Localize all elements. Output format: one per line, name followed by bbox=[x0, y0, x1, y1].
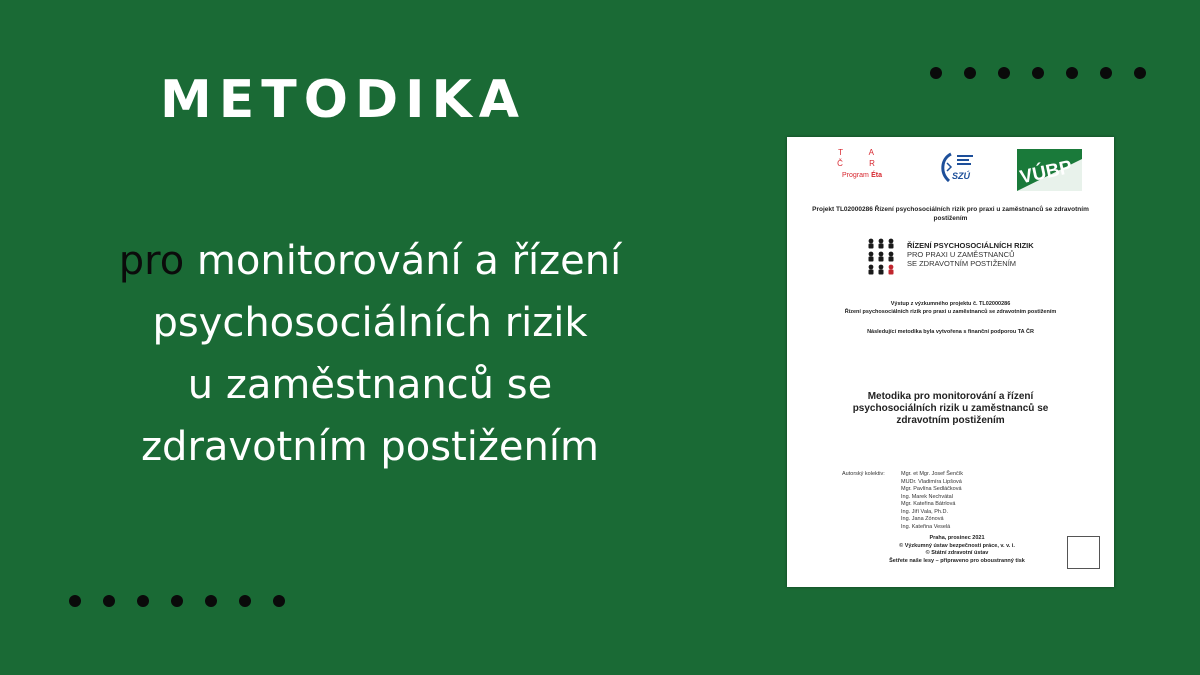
page-heading: METODIKA bbox=[160, 70, 526, 130]
tacr-logo-line-2: Č R bbox=[837, 159, 887, 168]
svg-text:SZÚ: SZÚ bbox=[952, 171, 970, 181]
tacr-logo bbox=[832, 147, 892, 181]
dot bbox=[1134, 67, 1146, 79]
author-item: MUDr. Vladimíra Lipšová bbox=[901, 478, 962, 485]
subtitle-line-3: u zaměstnanců se bbox=[187, 362, 553, 408]
project-title: Projekt TL02000286 Řízení psychosociálních rizik pro praxi u zaměstnanců se zdravotním postižením bbox=[812, 206, 1089, 222]
dot bbox=[171, 595, 183, 607]
document-cover bbox=[787, 137, 1114, 587]
dot bbox=[964, 67, 976, 79]
imprint-line: © Státní zdravotní ústav bbox=[925, 550, 989, 556]
tacr-logo-line-1: T A bbox=[838, 148, 886, 157]
rizik-logo-line-3: SE ZDRAVOTNÍM POSTIŽENÍM bbox=[907, 259, 1017, 268]
author-item: Ing. Jana Zónová bbox=[901, 516, 944, 522]
dot bbox=[998, 67, 1010, 79]
project-output-line-1: Výstup z výzkumného projektu č. TL02000286 bbox=[890, 301, 1011, 307]
document-title: Metodika pro monitorování a řízení psychosociálních rizik u zaměstnanců se zdravotním postižením bbox=[852, 391, 1049, 426]
dot bbox=[1066, 67, 1078, 79]
szu-logo bbox=[937, 151, 977, 185]
dot bbox=[69, 595, 81, 607]
authors-list bbox=[901, 471, 963, 531]
people-icon bbox=[865, 237, 903, 277]
subtitle-line-1 bbox=[60, 230, 680, 292]
imprint-line: © Výzkumný ústav bezpečnosti práce, v. v. i. bbox=[899, 542, 1015, 549]
project-output-line-2: Řízení psychosociálních rizik pro praxi u zaměstnanců se zdravotním postižením bbox=[844, 309, 1057, 315]
dot bbox=[137, 595, 149, 607]
tacr-program-label: Program bbox=[842, 172, 869, 179]
author-item: Ing. Jiří Vala, Ph.D. bbox=[901, 508, 948, 515]
author-item: Ing. Kateřina Veselá bbox=[901, 523, 951, 530]
svg-text:VÚBP: VÚBP bbox=[1018, 156, 1075, 189]
rizik-logo-line-1: ŘÍZENÍ PSYCHOSOCIÁLNÍCH RIZIK bbox=[907, 241, 1034, 250]
subtitle-line-4: zdravotním postižením bbox=[141, 424, 599, 470]
funding-note: Následující metodika byla vytvořena s finanční podporou TA ČR bbox=[867, 329, 1034, 335]
vubp-logo bbox=[1017, 149, 1082, 191]
dot bbox=[1032, 67, 1044, 79]
subtitle-line-1-rest: monitorování a řízení bbox=[184, 238, 622, 284]
dot bbox=[239, 595, 251, 607]
dot bbox=[205, 595, 217, 607]
tacr-program-name: Éta bbox=[871, 172, 882, 179]
author-item: Ing. Marek Nechvátal bbox=[901, 493, 953, 500]
author-item: Mgr. et Mgr. Josef Šenčík bbox=[901, 471, 964, 477]
imprint-line: Šetřete naše lesy – připraveno pro oboustranný tisk bbox=[889, 557, 1025, 564]
imprint-line: Praha, prosinec 2021 bbox=[929, 535, 985, 541]
decorative-dots-top bbox=[930, 67, 1146, 79]
subtitle-lead-word: pro bbox=[118, 238, 185, 284]
imprint bbox=[847, 535, 1067, 565]
dot bbox=[1100, 67, 1112, 79]
dot bbox=[930, 67, 942, 79]
rizik-project-logo bbox=[865, 237, 1065, 277]
dot bbox=[273, 595, 285, 607]
rizik-logo-line-2: PRO PRAXI U ZAMĚSTNANCŮ bbox=[907, 250, 1015, 259]
author-item: Mgr. Kateřina Bátrlová bbox=[901, 501, 956, 507]
subtitle-line-2: psychosociálních rizik bbox=[152, 300, 588, 346]
authors-label: Autorský kolektiv: bbox=[842, 471, 885, 477]
empty-box bbox=[1067, 536, 1100, 569]
dot bbox=[103, 595, 115, 607]
decorative-dots-bottom bbox=[69, 595, 285, 607]
rizik-logo-text bbox=[907, 241, 1034, 268]
author-item: Mgr. Pavlína Sedláčková bbox=[901, 486, 962, 492]
project-output-note bbox=[802, 300, 1099, 316]
subtitle bbox=[60, 230, 680, 478]
